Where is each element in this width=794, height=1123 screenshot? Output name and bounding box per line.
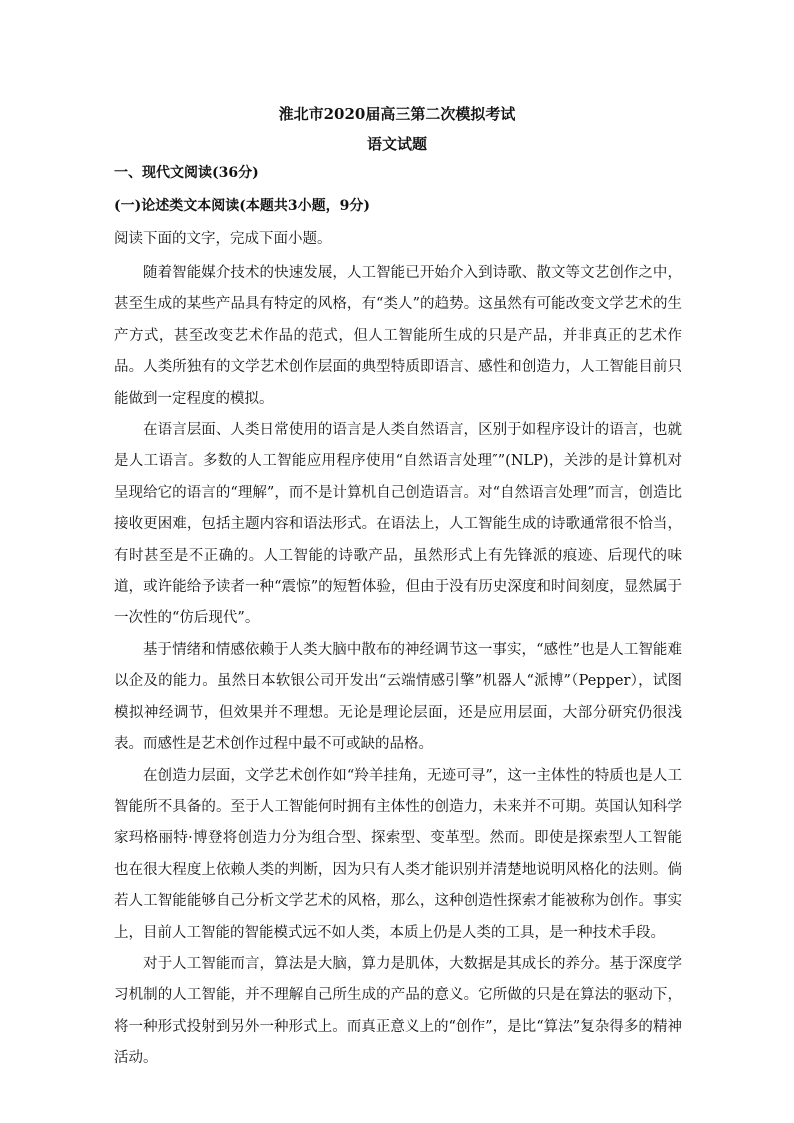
passage-paragraph: 在创造力层面，文学艺术创作如“羚羊挂角，无迹可寻”，这一主体性的特质也是人工智能所不具备的。至于人工智能何时拥有主体性的创造力，未来并不可期。英国认知科学家玛格丽特·博登将创造力分为组合型、探索型、变革型。然而。即使是探索型人工智能也在很大程度上依赖人类的判断，因为只有人类才能识别并清楚地说明风格化的法则。倘若人工智能能够自己分析文学艺术的风格，那么，这种创造性探索才能被称为创作。事实上，目前人工智能的智能模式远不如人类，本质上仍是人类的工具，是一种技术手段。 — [114, 767, 682, 941]
reading-instruction: 阅读下面的文字，完成下面小题。 — [114, 231, 332, 247]
subsection-heading: (一)论述类文本阅读(本题共3小题，9分) — [114, 198, 370, 214]
passage-paragraph: 基于情绪和情感依赖于人类大脑中散布的神经调节这一事实，“感性”也是人工智能难以企及的能力。虽然日本软银公司开发出“云端情感引擎”机器人“派博”（Pepper），试图模拟神经调节，但效果并不理想。无论是理论层面，还是应用层面，大部分研究仍很浅表。而感性是艺术创作过程中最不可或缺的品格。 — [114, 641, 682, 753]
passage-paragraph: 随着智能媒介技术的快速发展，人工智能已开始介入到诗歌、散文等文艺创作之中，甚至生成的某些产品具有特定的风格，有“类人”的趋势。这虽然有可能改变文学艺术的生产方式，甚至改变艺术作品的范式，但人工智能所生成的只是产品，并非真正的艺术作品。人类所独有的文学艺术创作层面的典型特质即语言、感性和创造力，人工智能目前只能做到一定程度的模拟。 — [114, 265, 682, 407]
exam-subtitle: 语文试题 — [366, 135, 427, 153]
passage-paragraph: 对于人工智能而言，算法是大脑，算力是肌体，大数据是其成长的养分。基于深度学习机制的人工智能，并不理解自己所生成的产品的意义。它所做的只是在算法的驱动下，将一种形式投射到另外一种形式上。而真正意义上的“创作”，是比“算法”复杂得多的精神活动。 — [114, 955, 682, 1067]
passage-paragraph: 在语言层面、人类日常使用的语言是人类自然语言，区别于如程序设计的语言，也就是人工语言。多数的人工智能应用程序使用“自然语言处理″”(NLP)，关涉的是计算机对呈现给它的语言的“理解”，而不是计算机自己创造语言。对“自然语言处理”而言，创造比接收更困难，包括主题内容和语法形式。在语法上，人工智能生成的诗歌通常很不恰当，有时甚至是不正确的。人工智能的诗歌产品，虽然形式上有先锋派的痕迹、后现代的味道，或许能给予读者一种“震惊”的短暂体验，但由于没有历史深度和时间刻度，显然属于一次性的“仿后现代”。 — [114, 422, 682, 627]
section-heading: 一、现代文阅读(36分) — [114, 165, 259, 181]
exam-title: 淮北市2020届高三第二次模拟考试 — [278, 105, 516, 123]
passage-body — [114, 258, 682, 1075]
